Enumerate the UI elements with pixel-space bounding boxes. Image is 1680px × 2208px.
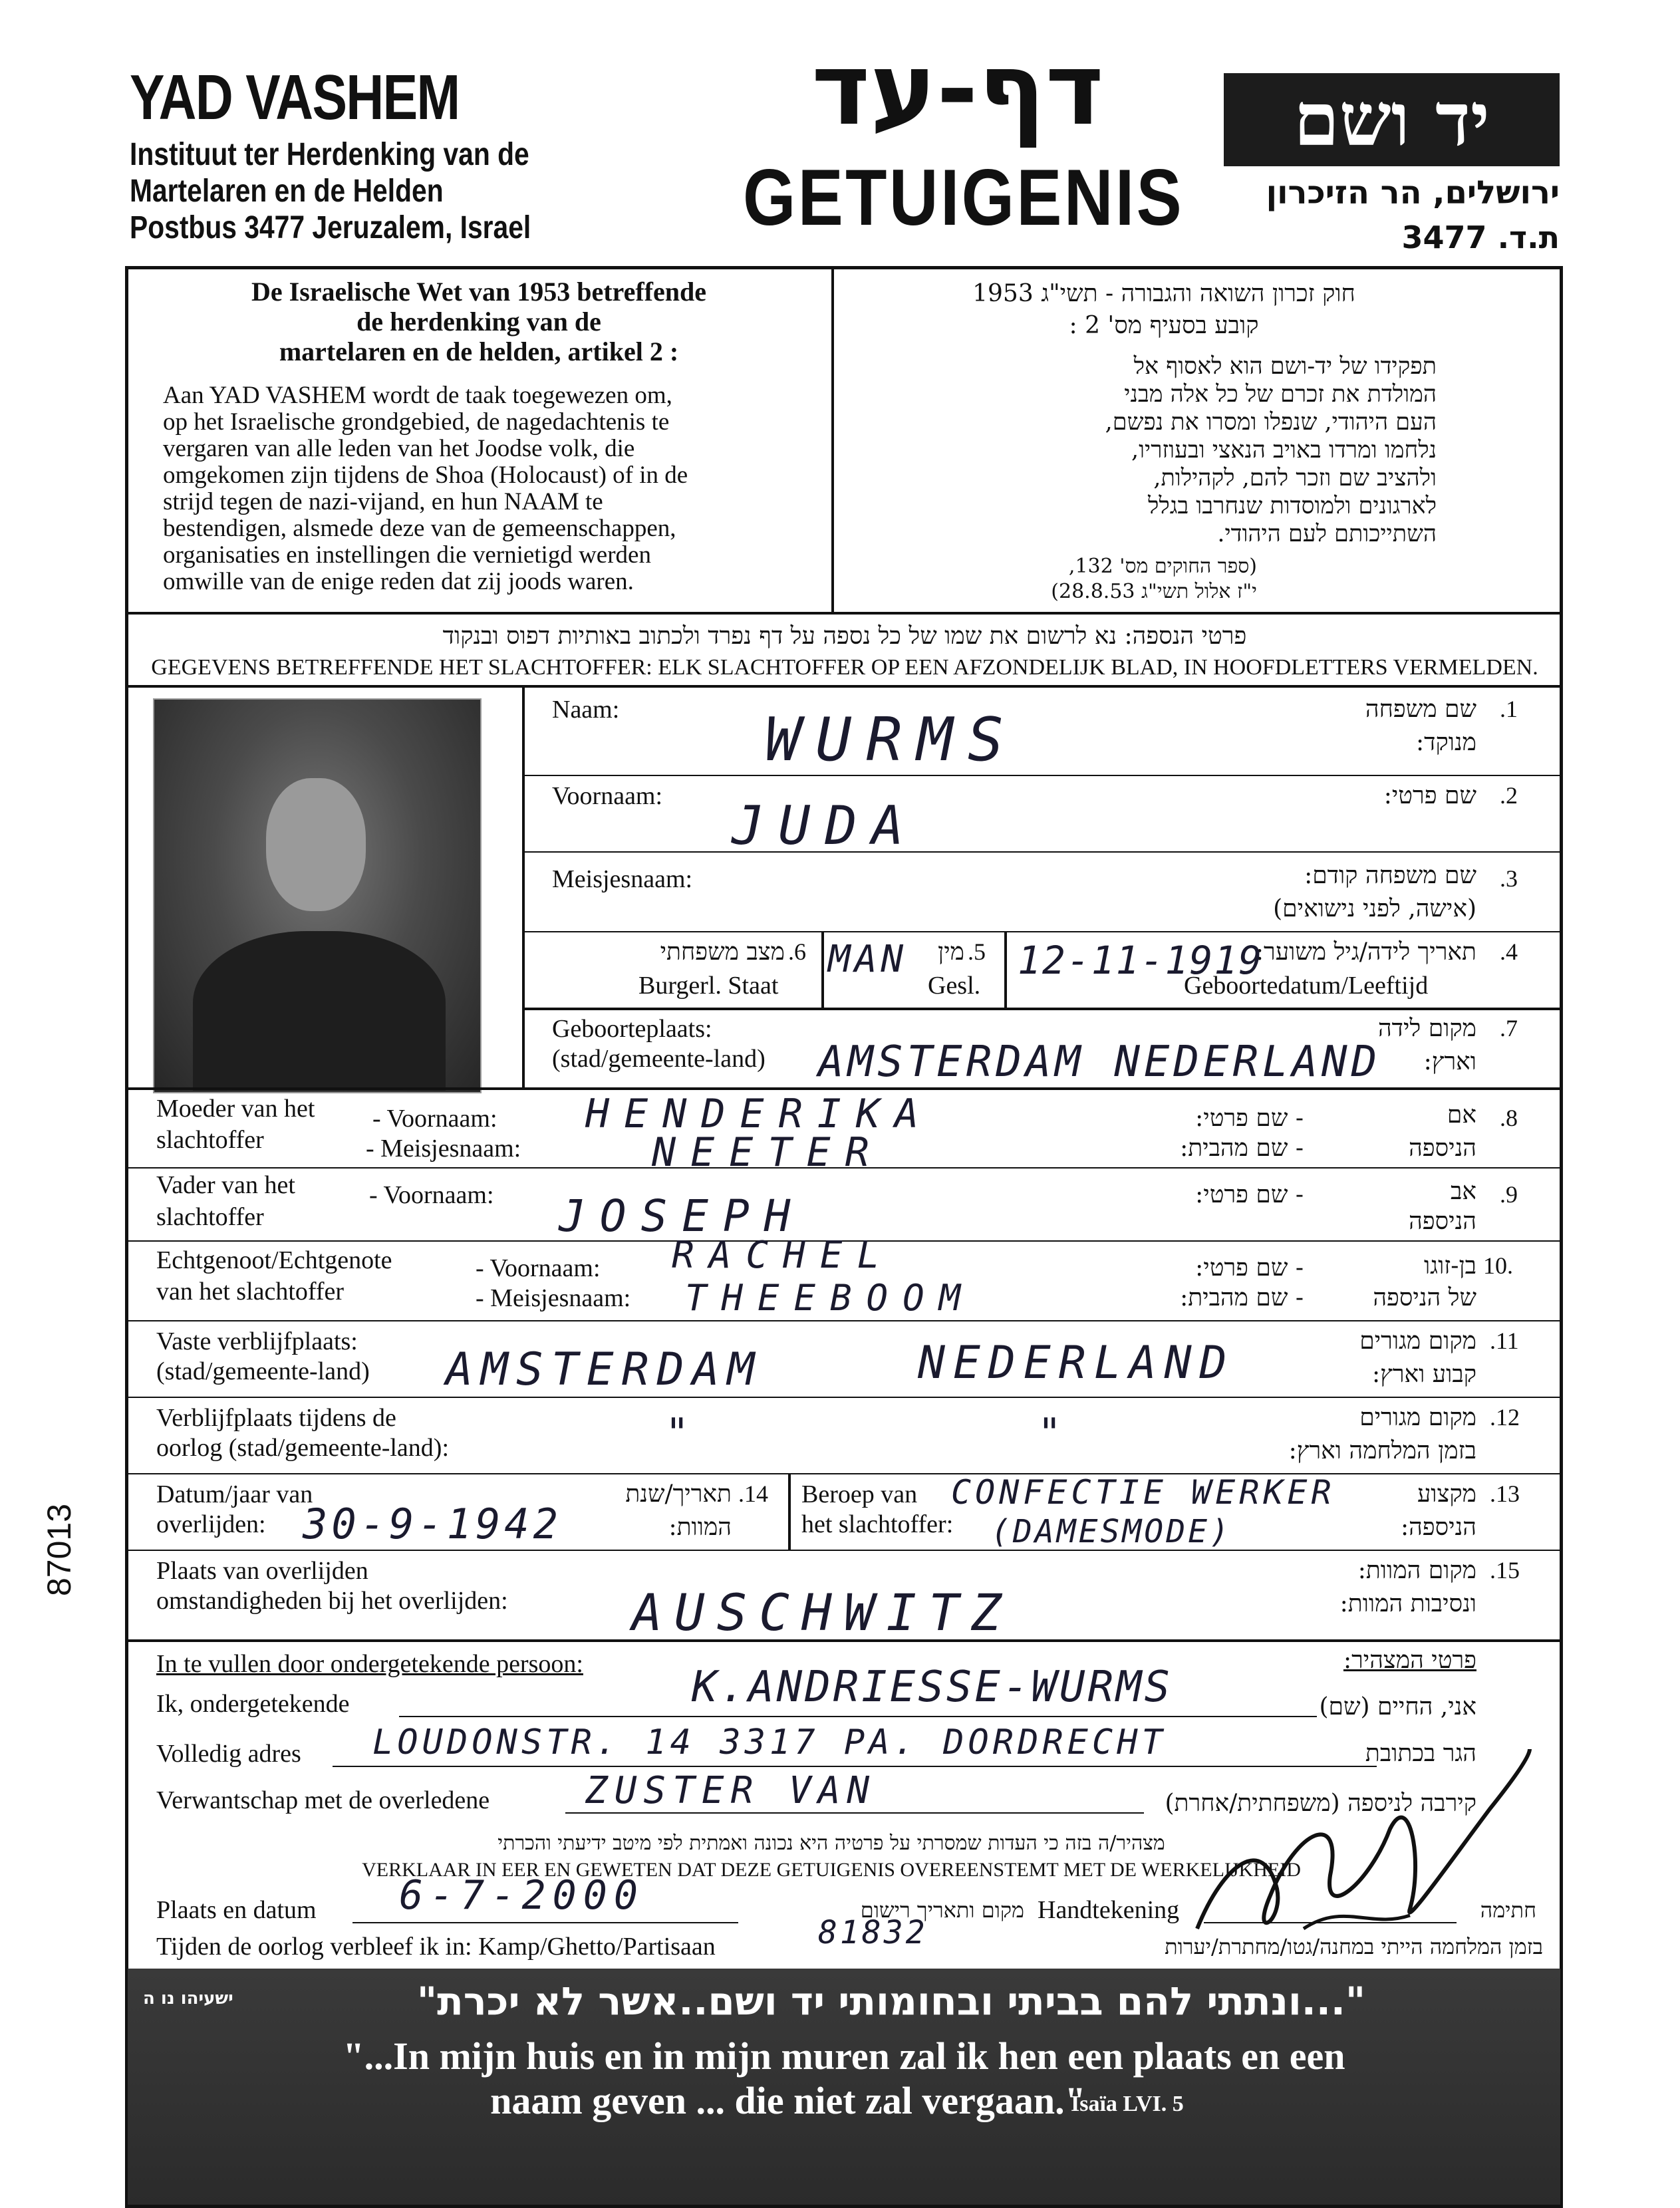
f14-hebrew-1: תאריך/שנת <box>625 1480 732 1508</box>
declarant-relation-label: Verwantschap met de overledene <box>156 1786 490 1814</box>
war-location-hebrew: בזמן המלחמה הייתי במחנה/גטו/מחתרת/יערות <box>1165 1934 1543 1959</box>
org-name: YAD VASHEM <box>130 62 460 133</box>
signature-hebrew: חתימה <box>1480 1897 1536 1923</box>
declaration-dutch: VERKLAAR IN EER EN GEWETEN DAT DEZE GETUIGENIS OVEREENSTEMT MET DE WERKELIJKHEID <box>362 1859 1301 1881</box>
f15-number: .15 <box>1490 1557 1520 1584</box>
footer-dutch-2: naam geven ... die niet zal vergaan." <box>490 2079 1086 2122</box>
f8-label-2: slachtoffer <box>156 1126 264 1154</box>
instructions-hebrew: פרטי הנספה: נא לרשום את שמו של כל נספה על דף נפרד ולכתוב באותיות דפוס ובנקוד <box>442 622 1247 650</box>
f6-number: .6 <box>788 938 806 965</box>
f13-number: .13 <box>1490 1480 1520 1507</box>
f9-hebrew-4: הניספה <box>1409 1208 1476 1235</box>
logo-hebrew: יד ושם <box>1294 76 1490 162</box>
law-dutch-line: vergaren van alle leden van het Joodse volk, die <box>163 435 635 462</box>
f1-hebrew: שם משפחה <box>1365 696 1476 723</box>
law-heb-line: השתייכותם לעם היהודי. <box>1217 521 1437 547</box>
f8-number: .8 <box>1500 1105 1518 1131</box>
name-line <box>399 1716 1317 1717</box>
f6-hebrew: מצב משפחתי <box>660 938 785 966</box>
law-dutch-line: op het Israelische grondgebied, de nagedachtenis te <box>163 408 670 436</box>
law-heb-title-2: קובע בסעיף מס' 2 : <box>1069 312 1259 339</box>
law-heb-line: לארגונים ולמוסדות שנחרבו בגלל <box>1148 493 1437 519</box>
f13-value-2[interactable]: (DAMESMODE) <box>991 1513 1232 1550</box>
law-heb-text <box>858 352 1437 548</box>
f2-label: Voornaam: <box>552 782 663 810</box>
f1-hebrew-2: מנוקד: <box>1416 729 1476 756</box>
declarant-name-value[interactable]: K.ANDRIESSE-WURMS <box>692 1663 1173 1712</box>
title-dutch: GETUIGENIS <box>743 153 1185 242</box>
photo-divider <box>522 685 525 1087</box>
f9-label-2: slachtoffer <box>156 1203 264 1231</box>
instructions-bottom-rule <box>125 685 1563 688</box>
place-date-label: Plaats en datum <box>156 1896 317 1924</box>
war-location-label: Tijden de oorlog verbleef ik in: Kamp/Ghetto/Partisaan <box>156 1933 716 1961</box>
place-date-value[interactable]: 6-7-2000 <box>399 1872 644 1919</box>
f10-hebrew-1: - שם פרטי: <box>1195 1254 1304 1282</box>
declarant-name-hebrew: אני, החיים (שם) <box>1319 1693 1476 1721</box>
f2-value[interactable]: JUDA <box>732 795 918 857</box>
law-divider <box>831 266 834 615</box>
f10-number: 10. <box>1483 1252 1513 1279</box>
f8-label-1: Moeder van het <box>156 1095 315 1123</box>
declarant-address-hebrew: הגר בכתובת <box>1365 1740 1476 1767</box>
law-dutch-line: strijd tegen de nazi-vijand, en hun NAAM te <box>163 488 603 515</box>
f8-hebrew-4: הניספה <box>1409 1135 1476 1162</box>
f1-number: .1 <box>1500 696 1518 722</box>
org-line-1: Instituut ter Herdenking van de <box>130 137 529 172</box>
org-line-3: Postbus 3477 Jeruzalem, Israel <box>130 210 531 245</box>
declarant-relation-hebrew: קירבה לניספה (משפחתית/אחרת) <box>1165 1790 1476 1817</box>
f3-hebrew: שם משפחה קודם: <box>1304 862 1476 889</box>
declarant-heading-hebrew: פרטי המצהיר: <box>1343 1647 1476 1674</box>
f8-sub-2: - Meisjesnaam: <box>366 1135 521 1163</box>
f9-sub-1: - Voornaam: <box>369 1181 494 1209</box>
law-dutch-line: organisaties en instellingen die vernietigd werden <box>163 541 651 569</box>
f7-hebrew-2: וארץ: <box>1423 1048 1476 1075</box>
f15-label-2: omstandigheden bij het overlijden: <box>156 1587 508 1615</box>
f9-hebrew-1: - שם פרטי: <box>1195 1181 1304 1208</box>
place-date-hebrew: מקום ותאריך רישום <box>860 1897 1024 1923</box>
f9-value-1[interactable]: JOSEPH <box>559 1190 805 1242</box>
law-bottom-rule <box>125 612 1563 615</box>
f10-sub-2: - Meisjesnaam: <box>476 1284 631 1312</box>
law-heb-title-1: חוק זכרון השואה והגבורה - תשי"ג 1953 <box>972 280 1355 307</box>
f4-label: Geboortedatum/Leeftijd <box>1184 972 1429 1000</box>
f10-value-1[interactable]: RACHEL <box>672 1234 895 1277</box>
row-rule <box>125 1320 1563 1321</box>
f4-hebrew: תאריך לידה/גיל משוער: <box>1255 938 1476 966</box>
f7-number: .7 <box>1500 1015 1518 1041</box>
f9-hebrew-3: אב <box>1451 1178 1476 1205</box>
f11-hebrew-2: קבוע וארץ: <box>1371 1361 1476 1388</box>
row-rule <box>125 1473 1563 1474</box>
f11-hebrew-1: מקום מגורים <box>1359 1327 1476 1355</box>
footer-hebrew-ref: ישעיהו נו ה <box>143 1989 233 2008</box>
f8-hebrew-2: - שם מהבית: <box>1180 1135 1304 1162</box>
f12-value-2[interactable]: " <box>1038 1410 1077 1456</box>
f12-hebrew-2: בזמן המלחמה וארץ: <box>1288 1437 1476 1464</box>
f7-label-2: (stad/gemeente-land) <box>552 1045 766 1073</box>
f14-label-2: overlijden: <box>156 1510 266 1538</box>
row-rule <box>125 1087 1563 1090</box>
f13-label-1: Beroep van <box>801 1480 918 1508</box>
f8-value-2[interactable]: NEETER <box>652 1129 884 1176</box>
f6-label: Burgerl. Staat <box>638 972 779 1000</box>
f14-value[interactable]: 30-9-1942 <box>303 1500 562 1548</box>
declarant-heading: In te vullen door ondergetekende persoon: <box>156 1650 583 1678</box>
f11-label-1: Vaste verblijfplaats: <box>156 1327 358 1355</box>
f15-hebrew-1: מקום המוות: <box>1357 1557 1476 1584</box>
f1-value[interactable]: WURMS <box>765 705 1018 775</box>
f8-value-1[interactable]: HENDERIKA <box>585 1091 934 1137</box>
row-rule <box>125 1397 1563 1398</box>
signature-label: Handtekening <box>1038 1896 1180 1924</box>
pobox-hebrew: ת.ד. 3477 <box>1401 219 1560 255</box>
f15-hebrew-2: ונסיבות המוות: <box>1339 1590 1476 1617</box>
photo-face <box>266 778 366 911</box>
f12-number: .12 <box>1490 1404 1520 1431</box>
title-hebrew: דף-עד <box>811 32 1104 148</box>
f14-number: .14 <box>738 1480 768 1507</box>
f10-label-2: van het slachtoffer <box>156 1278 345 1306</box>
photo-shoulders <box>193 931 446 1091</box>
f10-value-2[interactable]: THEEBOOM <box>685 1277 976 1319</box>
f15-value[interactable]: AUSCHWITZ <box>632 1583 1014 1642</box>
f13-hebrew-2: הניספה: <box>1400 1514 1476 1541</box>
f7-hebrew: מקום לידה <box>1377 1015 1476 1042</box>
f10-hebrew-3: בן-זוגו <box>1423 1252 1476 1280</box>
row-rule <box>522 775 1563 776</box>
f10-hebrew-2: - שם מהבית: <box>1180 1284 1304 1311</box>
f5-value[interactable]: MAN <box>828 938 908 981</box>
f11-label-2: (stad/gemeente-land) <box>156 1357 370 1385</box>
cell-divider <box>1004 931 1007 1008</box>
f8-hebrew-1: - שם פרטי: <box>1195 1105 1304 1132</box>
footer-hebrew: "...ונתתי להם בביתי ובחומותי יד ושם..אשר לא יכרת" <box>416 1979 1366 2024</box>
row-rule <box>522 851 1563 853</box>
f7-value[interactable]: AMSTERDAM NEDERLAND <box>818 1037 1381 1087</box>
f14-label-1: Datum/jaar van <box>156 1480 313 1508</box>
law-heb-line: המולדת את זכרם של כל אלה מבני <box>1124 381 1437 408</box>
law-dutch-line: omgekomen zijn tijdens de Shoa (Holocaust) of in de <box>163 462 688 489</box>
f15-label-1: Plaats van overlijden <box>156 1557 368 1585</box>
margin-number: 87013 <box>41 1503 78 1596</box>
declarant-relation-value[interactable]: ZUSTER VAN <box>585 1769 877 1812</box>
instructions-dutch: GEGEVENS BETREFFENDE HET SLACHTOFFER: ELK SLACHTOFFER OP EEN AFZONDELIJK BLAD, IN HOOFDLETTERS VERMELDEN. <box>151 655 1538 680</box>
f12-hebrew-1: מקום מגורים <box>1359 1404 1476 1431</box>
f11-value-1[interactable]: AMSTERDAM <box>446 1343 763 1396</box>
f5-label: Gesl. <box>928 972 981 1000</box>
row-rule <box>522 931 1563 932</box>
f2-hebrew: שם פרטי: <box>1383 782 1476 809</box>
f13-value-1[interactable]: CONFECTIE WERKER <box>951 1473 1335 1512</box>
footer-dutch-ref: Isaïa LVI. 5 <box>1071 2092 1184 2116</box>
law-heb-line: ולהציב שם וזכר להם, לקהילות, <box>1153 465 1437 491</box>
f5-number: .5 <box>968 938 986 965</box>
f4-number: .4 <box>1500 938 1518 965</box>
law-heb-line: נלחמו ומרדו באויב הנאצי ובעוזריו, <box>1131 437 1437 464</box>
f8-sub-1: - Voornaam: <box>372 1105 497 1133</box>
law-heb-ref-2: י"ז אלול תשי"ג 28.8.53) <box>1051 580 1257 603</box>
law-dutch-text <box>163 382 781 595</box>
f8-hebrew-3: אם <box>1447 1101 1476 1129</box>
f14-hebrew-2: המוות: <box>668 1514 732 1541</box>
declaration-hebrew: מצהיר/ה בזה כי העדות שמסרתי על פרטיה היא נכונה ואמתית לפי מיטב ידיעתי והכרתי <box>497 1832 1165 1855</box>
address-hebrew: ירושלים, הר הזיכרון <box>1266 174 1560 211</box>
f12-value-1[interactable]: " <box>665 1410 704 1456</box>
f3-number: .3 <box>1500 865 1518 892</box>
f9-number: .9 <box>1500 1181 1518 1208</box>
row-rule <box>522 1008 1563 1010</box>
f13-label-2: het slachtoffer: <box>801 1510 954 1538</box>
f5-hebrew: מין <box>938 938 964 966</box>
law-dutch-line: omwille van de enige reden dat zij joods waren. <box>163 568 634 595</box>
law-dutch-line: Aan YAD VASHEM wordt de taak toegewezen om, <box>163 382 672 409</box>
f9-label-1: Vader van het <box>156 1171 295 1199</box>
f3-label: Meisjesnaam: <box>552 865 693 893</box>
place-date-line <box>352 1922 738 1923</box>
f2-number: .2 <box>1500 782 1518 809</box>
f7-label-1: Geboorteplaats: <box>552 1015 712 1043</box>
footer-dutch-1: "...In mijn huis en in mijn muren zal ik hen een plaats en een <box>343 2034 1345 2078</box>
row-rule <box>125 1550 1563 1551</box>
f12-label-2: oorlog (stad/gemeente-land): <box>156 1434 450 1462</box>
law-heb-line: תפקידו של יד-ושם הוא לאסוף אל <box>1133 353 1437 380</box>
f3-hebrew-2: (אישה, לפני נישואים) <box>1273 895 1476 922</box>
f1-label: Naam: <box>552 696 620 724</box>
f10-label-1: Echtgenoot/Echtgenote <box>156 1246 392 1274</box>
relation-line <box>565 1812 1144 1814</box>
f4-value[interactable]: 12-11-1919 <box>1018 938 1264 983</box>
cell-divider <box>821 931 824 1008</box>
declarant-address-value[interactable]: LOUDONSTR. 14 3317 PA. DORDRECHT <box>372 1723 1167 1762</box>
org-line-2: Martelaren en de Helden <box>130 174 444 209</box>
f13-hebrew-1: מקצוע <box>1417 1480 1476 1508</box>
law-dutch-line: bestendigen, alsmede deze van de gemeenschappen, <box>163 515 676 542</box>
f11-value-2[interactable]: NEDERLAND <box>918 1337 1235 1389</box>
declarant-address-label: Volledig adres <box>156 1740 301 1768</box>
f12-label-1: Verblijfplaats tijdens de <box>156 1404 396 1432</box>
law-heb-ref-1: (ספר החוקים מס' 132, <box>1068 555 1257 578</box>
f11-number: .11 <box>1490 1327 1519 1354</box>
law-dutch-title-1: De Israelische Wet van 1953 betreffende <box>251 277 706 307</box>
law-dutch-title-3: martelaren en de helden, artikel 2 : <box>279 337 679 366</box>
law-dutch-title-2: de herdenking van de <box>356 307 601 337</box>
f10-hebrew-4: של הניספה <box>1373 1284 1476 1311</box>
war-location-value[interactable]: 81832 <box>818 1914 928 1951</box>
law-heb-line: העם היהודי, שנפלו ומסרו את נפשם, <box>1105 409 1437 436</box>
declarant-name-label: Ik, ondergetekende <box>156 1690 350 1718</box>
f10-sub-1: - Voornaam: <box>476 1254 601 1282</box>
cell-divider <box>788 1473 791 1550</box>
